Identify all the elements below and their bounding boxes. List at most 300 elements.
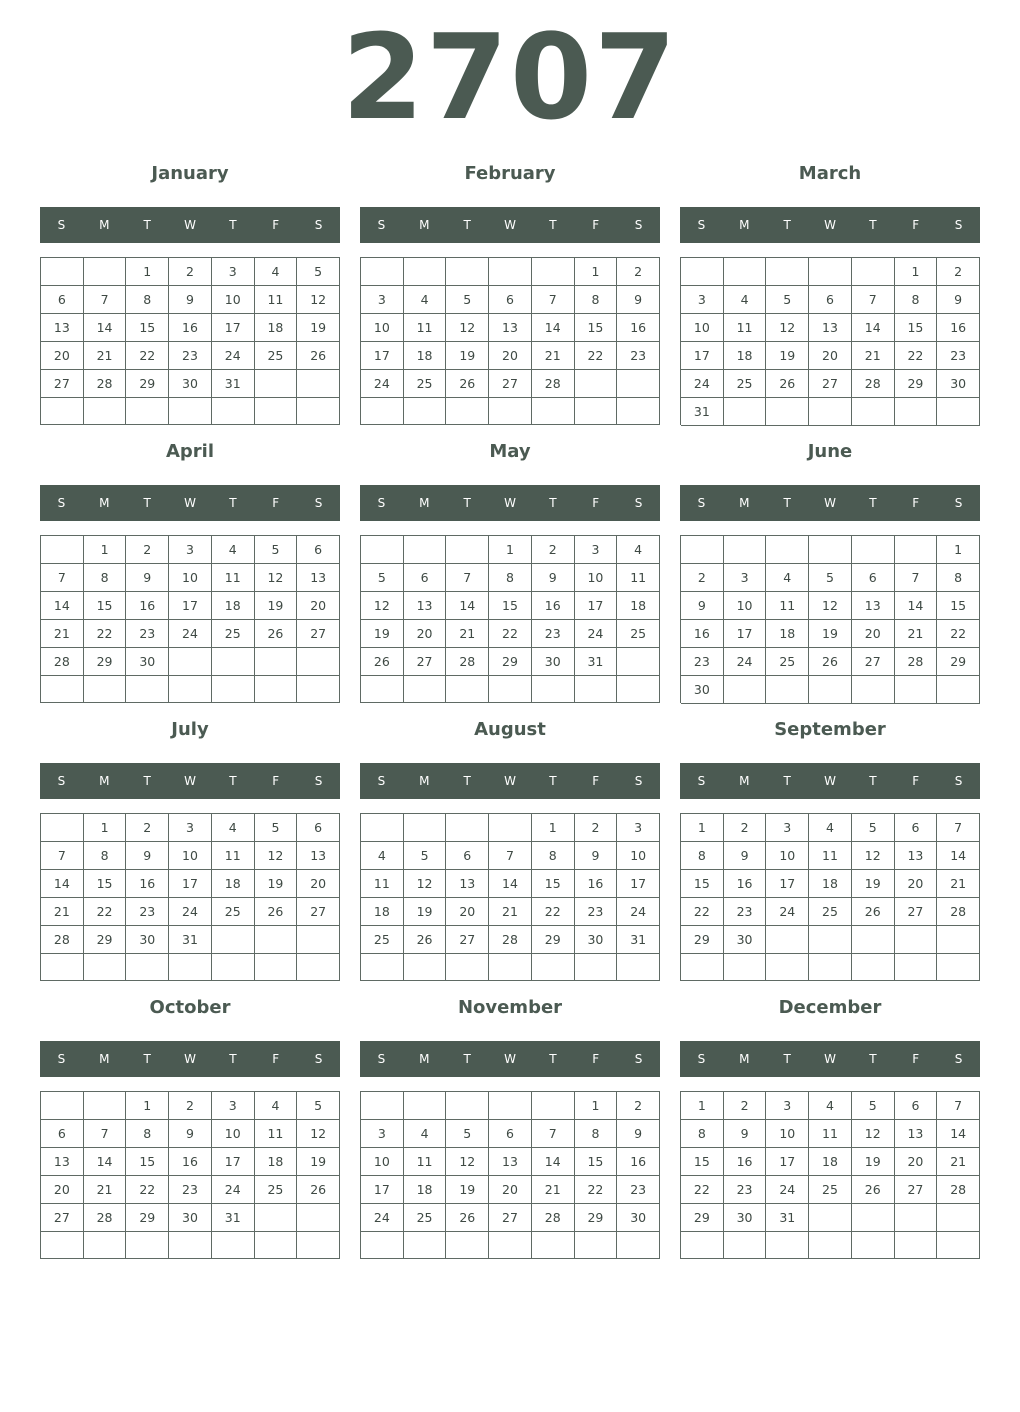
- day-cell: 5: [809, 564, 852, 592]
- empty-day-cell: [766, 926, 809, 954]
- day-cell: 30: [532, 648, 575, 676]
- weekday-label: F: [912, 496, 920, 510]
- day-cell: 4: [809, 1092, 852, 1120]
- day-cell: 11: [212, 842, 255, 870]
- day-cell: 30: [937, 370, 980, 398]
- empty-day-cell: [297, 648, 340, 676]
- day-cell: 30: [575, 926, 618, 954]
- day-cell: 22: [489, 620, 532, 648]
- day-cell: 23: [724, 898, 767, 926]
- day-cell: 19: [852, 1148, 895, 1176]
- day-cell: 5: [852, 1092, 895, 1120]
- day-cell: 9: [617, 286, 660, 314]
- day-cell: 1: [681, 1092, 724, 1120]
- day-cell: 24: [681, 370, 724, 398]
- weekday-label: W: [824, 774, 836, 788]
- day-cell: 25: [212, 620, 255, 648]
- empty-day-cell: [169, 1232, 212, 1259]
- day-cell: 19: [255, 592, 298, 620]
- empty-day-cell: [895, 1204, 938, 1232]
- weekday-label: F: [592, 774, 600, 788]
- day-cell: 5: [255, 536, 298, 564]
- day-cell: 7: [532, 1120, 575, 1148]
- day-grid: [360, 1091, 660, 1259]
- weekday-label: F: [912, 774, 920, 788]
- day-cell: 12: [297, 286, 340, 314]
- day-cell: 6: [809, 286, 852, 314]
- day-cell: 20: [297, 870, 340, 898]
- weekday-label: S: [697, 1052, 706, 1066]
- empty-day-cell: [297, 676, 340, 703]
- day-cell: 29: [126, 370, 169, 398]
- day-cell: 18: [724, 342, 767, 370]
- day-cell: 27: [852, 648, 895, 676]
- day-cell: 1: [937, 536, 980, 564]
- day-cell: 10: [575, 564, 618, 592]
- day-cell: 12: [809, 592, 852, 620]
- day-cell: 31: [766, 1204, 809, 1232]
- day-cell: 2: [126, 536, 169, 564]
- empty-day-cell: [724, 536, 767, 564]
- day-cell: 17: [361, 342, 404, 370]
- weekday-label: T: [229, 496, 237, 510]
- day-cell: 16: [617, 1148, 660, 1176]
- day-cell: 1: [126, 1092, 169, 1120]
- day-cell: 23: [617, 342, 660, 370]
- empty-day-cell: [852, 536, 895, 564]
- weekday-header: [360, 485, 660, 521]
- day-cell: 15: [681, 870, 724, 898]
- empty-day-cell: [617, 1232, 660, 1259]
- day-cell: 1: [532, 814, 575, 842]
- day-cell: 17: [766, 870, 809, 898]
- day-cell: 28: [532, 370, 575, 398]
- day-cell: 23: [126, 620, 169, 648]
- day-cell: 19: [766, 342, 809, 370]
- day-cell: 1: [84, 814, 127, 842]
- month-name: August: [474, 719, 546, 740]
- day-cell: 20: [41, 1176, 84, 1204]
- day-cell: 4: [404, 1120, 447, 1148]
- weekday-label: W: [184, 496, 196, 510]
- day-cell: 8: [84, 842, 127, 870]
- day-cell: 21: [895, 620, 938, 648]
- empty-day-cell: [84, 398, 127, 425]
- day-cell: 1: [126, 258, 169, 286]
- day-cell: 11: [766, 592, 809, 620]
- empty-day-cell: [617, 954, 660, 981]
- day-cell: 23: [169, 1176, 212, 1204]
- day-cell: 13: [489, 314, 532, 342]
- day-cell: 4: [617, 536, 660, 564]
- empty-day-cell: [41, 814, 84, 842]
- day-cell: 18: [361, 898, 404, 926]
- empty-day-cell: [126, 1232, 169, 1259]
- day-cell: 24: [766, 1176, 809, 1204]
- day-cell: 14: [41, 870, 84, 898]
- day-cell: 27: [297, 620, 340, 648]
- weekday-label: T: [229, 218, 237, 232]
- day-cell: 12: [766, 314, 809, 342]
- empty-day-cell: [446, 1232, 489, 1259]
- empty-day-cell: [84, 676, 127, 703]
- day-cell: 26: [255, 898, 298, 926]
- empty-day-cell: [297, 954, 340, 981]
- day-cell: 16: [681, 620, 724, 648]
- day-cell: 14: [41, 592, 84, 620]
- day-cell: 15: [126, 314, 169, 342]
- day-cell: 11: [617, 564, 660, 592]
- weekday-label: W: [504, 1052, 516, 1066]
- weekday-label: S: [377, 496, 386, 510]
- day-cell: 14: [446, 592, 489, 620]
- day-cell: 7: [84, 286, 127, 314]
- day-cell: 9: [169, 286, 212, 314]
- day-cell: 22: [84, 620, 127, 648]
- empty-day-cell: [724, 258, 767, 286]
- empty-day-cell: [84, 1092, 127, 1120]
- empty-day-cell: [809, 398, 852, 426]
- day-grid: [680, 813, 980, 981]
- empty-day-cell: [446, 536, 489, 564]
- month-name: November: [457, 997, 563, 1018]
- day-cell: 2: [617, 1092, 660, 1120]
- day-cell: 14: [937, 842, 980, 870]
- empty-day-cell: [41, 536, 84, 564]
- day-cell: 21: [489, 898, 532, 926]
- day-cell: 27: [297, 898, 340, 926]
- empty-day-cell: [255, 370, 298, 398]
- day-cell: 17: [575, 592, 618, 620]
- day-cell: 3: [169, 536, 212, 564]
- day-cell: 15: [532, 870, 575, 898]
- empty-day-cell: [255, 954, 298, 981]
- day-cell: 23: [681, 648, 724, 676]
- day-cell: 22: [575, 1176, 618, 1204]
- day-cell: 26: [297, 1176, 340, 1204]
- day-cell: 22: [126, 1176, 169, 1204]
- empty-day-cell: [489, 1092, 532, 1120]
- weekday-label: S: [57, 774, 66, 788]
- day-cell: 15: [937, 592, 980, 620]
- empty-day-cell: [937, 676, 980, 704]
- empty-day-cell: [446, 814, 489, 842]
- weekday-label: S: [57, 1052, 66, 1066]
- weekday-label: T: [463, 1052, 471, 1066]
- day-cell: 26: [852, 898, 895, 926]
- day-cell: 25: [212, 898, 255, 926]
- day-cell: 3: [575, 536, 618, 564]
- empty-day-cell: [532, 258, 575, 286]
- day-cell: 9: [169, 1120, 212, 1148]
- day-cell: 16: [937, 314, 980, 342]
- empty-day-cell: [766, 676, 809, 704]
- day-cell: 8: [489, 564, 532, 592]
- day-cell: 19: [297, 1148, 340, 1176]
- empty-day-cell: [766, 258, 809, 286]
- empty-day-cell: [809, 676, 852, 704]
- day-cell: 31: [169, 926, 212, 954]
- month-name: February: [464, 163, 556, 184]
- day-grid: [680, 535, 980, 703]
- weekday-label: S: [634, 496, 643, 510]
- day-cell: 29: [84, 648, 127, 676]
- empty-day-cell: [681, 954, 724, 981]
- empty-day-cell: [489, 954, 532, 981]
- day-grid: [680, 1091, 980, 1259]
- day-cell: 29: [681, 1204, 724, 1232]
- day-cell: 10: [617, 842, 660, 870]
- weekday-label: F: [592, 218, 600, 232]
- day-cell: 2: [724, 1092, 767, 1120]
- day-cell: 13: [297, 842, 340, 870]
- weekday-label: S: [954, 496, 963, 510]
- weekday-label: F: [912, 1052, 920, 1066]
- day-cell: 14: [532, 1148, 575, 1176]
- empty-day-cell: [297, 926, 340, 954]
- day-cell: 21: [41, 620, 84, 648]
- day-cell: 25: [361, 926, 404, 954]
- day-cell: 21: [446, 620, 489, 648]
- weekday-label: W: [184, 1052, 196, 1066]
- empty-day-cell: [446, 1092, 489, 1120]
- weekday-label: S: [314, 218, 323, 232]
- weekday-label: S: [314, 496, 323, 510]
- day-cell: 11: [809, 842, 852, 870]
- day-cell: 15: [575, 1148, 618, 1176]
- weekday-header: [40, 1041, 340, 1077]
- empty-day-cell: [937, 1232, 980, 1259]
- weekday-label: T: [869, 774, 877, 788]
- empty-day-cell: [361, 676, 404, 703]
- day-cell: 7: [489, 842, 532, 870]
- weekday-label: W: [824, 496, 836, 510]
- day-cell: 20: [809, 342, 852, 370]
- empty-day-cell: [297, 1232, 340, 1259]
- empty-day-cell: [809, 954, 852, 981]
- empty-day-cell: [446, 258, 489, 286]
- day-cell: 3: [617, 814, 660, 842]
- day-cell: 20: [489, 1176, 532, 1204]
- empty-day-cell: [169, 954, 212, 981]
- day-cell: 4: [404, 286, 447, 314]
- weekday-label: F: [272, 1052, 280, 1066]
- day-cell: 7: [937, 814, 980, 842]
- day-cell: 8: [937, 564, 980, 592]
- day-cell: 24: [617, 898, 660, 926]
- weekday-label: W: [504, 496, 516, 510]
- day-cell: 12: [255, 564, 298, 592]
- weekday-label: S: [697, 774, 706, 788]
- day-cell: 16: [169, 314, 212, 342]
- empty-day-cell: [852, 258, 895, 286]
- day-cell: 22: [895, 342, 938, 370]
- day-cell: 16: [126, 870, 169, 898]
- day-cell: 4: [724, 286, 767, 314]
- day-cell: 29: [532, 926, 575, 954]
- day-cell: 25: [724, 370, 767, 398]
- day-cell: 9: [126, 842, 169, 870]
- day-cell: 21: [852, 342, 895, 370]
- empty-day-cell: [489, 814, 532, 842]
- day-cell: 3: [724, 564, 767, 592]
- day-cell: 28: [446, 648, 489, 676]
- empty-day-cell: [895, 926, 938, 954]
- weekday-label: T: [869, 496, 877, 510]
- weekday-label: W: [824, 218, 836, 232]
- weekday-label: W: [184, 218, 196, 232]
- empty-day-cell: [852, 1204, 895, 1232]
- day-cell: 7: [895, 564, 938, 592]
- day-cell: 15: [895, 314, 938, 342]
- day-cell: 13: [41, 1148, 84, 1176]
- day-cell: 13: [895, 1120, 938, 1148]
- day-cell: 9: [724, 1120, 767, 1148]
- day-cell: 15: [681, 1148, 724, 1176]
- day-cell: 22: [84, 898, 127, 926]
- day-cell: 21: [532, 1176, 575, 1204]
- weekday-label: T: [783, 774, 791, 788]
- empty-day-cell: [297, 398, 340, 425]
- day-cell: 20: [446, 898, 489, 926]
- empty-day-cell: [169, 676, 212, 703]
- weekday-label: T: [869, 218, 877, 232]
- day-cell: 7: [937, 1092, 980, 1120]
- day-cell: 20: [41, 342, 84, 370]
- month-name: October: [149, 997, 231, 1018]
- day-cell: 10: [169, 564, 212, 592]
- day-cell: 15: [84, 592, 127, 620]
- day-cell: 28: [489, 926, 532, 954]
- day-cell: 2: [169, 1092, 212, 1120]
- empty-day-cell: [212, 648, 255, 676]
- empty-day-cell: [809, 1232, 852, 1259]
- day-cell: 26: [809, 648, 852, 676]
- weekday-label: T: [783, 496, 791, 510]
- day-cell: 26: [255, 620, 298, 648]
- day-cell: 16: [724, 1148, 767, 1176]
- weekday-label: T: [143, 1052, 151, 1066]
- day-cell: 2: [532, 536, 575, 564]
- day-cell: 4: [361, 842, 404, 870]
- day-cell: 19: [446, 1176, 489, 1204]
- day-cell: 9: [681, 592, 724, 620]
- day-cell: 7: [852, 286, 895, 314]
- day-cell: 29: [895, 370, 938, 398]
- day-cell: 25: [809, 1176, 852, 1204]
- weekday-header: [360, 1041, 660, 1077]
- day-cell: 23: [617, 1176, 660, 1204]
- day-cell: 4: [255, 1092, 298, 1120]
- day-cell: 26: [404, 926, 447, 954]
- day-cell: 4: [766, 564, 809, 592]
- empty-day-cell: [41, 1232, 84, 1259]
- day-cell: 17: [681, 342, 724, 370]
- weekday-label: S: [314, 774, 323, 788]
- weekday-header: [40, 207, 340, 243]
- day-grid: [680, 257, 980, 425]
- day-cell: 3: [169, 814, 212, 842]
- empty-day-cell: [361, 814, 404, 842]
- day-cell: 12: [446, 1148, 489, 1176]
- day-cell: 2: [126, 814, 169, 842]
- day-cell: 10: [724, 592, 767, 620]
- day-cell: 24: [212, 1176, 255, 1204]
- empty-day-cell: [126, 954, 169, 981]
- day-cell: 26: [297, 342, 340, 370]
- day-cell: 14: [489, 870, 532, 898]
- day-cell: 30: [724, 1204, 767, 1232]
- day-cell: 4: [255, 258, 298, 286]
- empty-day-cell: [41, 398, 84, 425]
- empty-day-cell: [937, 926, 980, 954]
- day-cell: 27: [489, 370, 532, 398]
- day-cell: 30: [724, 926, 767, 954]
- day-cell: 13: [489, 1148, 532, 1176]
- empty-day-cell: [852, 926, 895, 954]
- day-cell: 28: [937, 898, 980, 926]
- empty-day-cell: [852, 954, 895, 981]
- empty-day-cell: [532, 398, 575, 425]
- day-cell: 25: [766, 648, 809, 676]
- empty-day-cell: [681, 536, 724, 564]
- day-cell: 22: [126, 342, 169, 370]
- weekday-label: S: [954, 218, 963, 232]
- day-cell: 31: [617, 926, 660, 954]
- empty-day-cell: [297, 1204, 340, 1232]
- weekday-header: [40, 763, 340, 799]
- month-name: May: [489, 441, 531, 462]
- day-cell: 19: [297, 314, 340, 342]
- day-cell: 30: [617, 1204, 660, 1232]
- day-cell: 24: [212, 342, 255, 370]
- day-cell: 11: [255, 286, 298, 314]
- empty-day-cell: [212, 954, 255, 981]
- day-cell: 2: [937, 258, 980, 286]
- empty-day-cell: [446, 954, 489, 981]
- day-cell: 5: [255, 814, 298, 842]
- month-name: July: [171, 719, 209, 740]
- month-name: March: [798, 163, 862, 184]
- day-cell: 22: [681, 898, 724, 926]
- day-cell: 8: [895, 286, 938, 314]
- day-cell: 12: [852, 1120, 895, 1148]
- empty-day-cell: [404, 398, 447, 425]
- day-cell: 16: [617, 314, 660, 342]
- day-cell: 10: [169, 842, 212, 870]
- weekday-label: T: [463, 218, 471, 232]
- weekday-label: T: [549, 496, 557, 510]
- day-cell: 1: [575, 258, 618, 286]
- day-cell: 8: [575, 1120, 618, 1148]
- day-cell: 14: [937, 1120, 980, 1148]
- weekday-label: T: [229, 1052, 237, 1066]
- day-cell: 22: [681, 1176, 724, 1204]
- day-cell: 14: [852, 314, 895, 342]
- day-cell: 7: [446, 564, 489, 592]
- day-cell: 6: [404, 564, 447, 592]
- day-cell: 11: [255, 1120, 298, 1148]
- day-cell: 6: [489, 1120, 532, 1148]
- empty-day-cell: [41, 676, 84, 703]
- day-cell: 18: [766, 620, 809, 648]
- empty-day-cell: [809, 258, 852, 286]
- empty-day-cell: [681, 258, 724, 286]
- empty-day-cell: [575, 1232, 618, 1259]
- weekday-label: S: [314, 1052, 323, 1066]
- day-cell: 10: [361, 1148, 404, 1176]
- day-cell: 8: [126, 286, 169, 314]
